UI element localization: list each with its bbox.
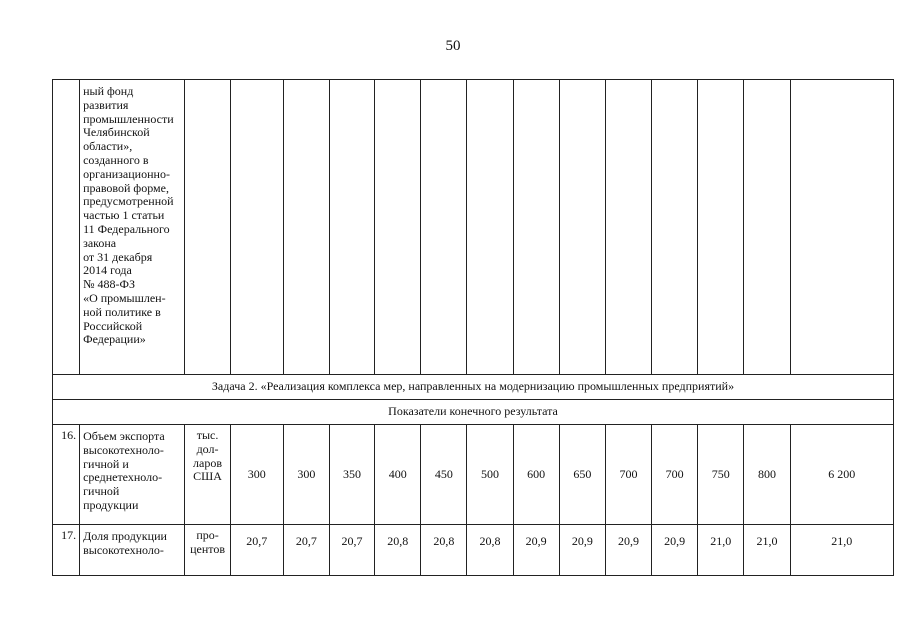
indicators-table <box>52 79 894 576</box>
value-cell: 450 <box>421 425 467 525</box>
value-cell: 800 <box>744 425 790 525</box>
indicator-name-line: Федерации» <box>83 332 146 347</box>
indicator-name-line: ной политике в <box>83 304 161 319</box>
value-cell <box>790 80 893 375</box>
continued-row <box>53 80 894 375</box>
unit-line: дол- <box>196 441 219 456</box>
total-value-cell: 21,0 <box>790 525 893 576</box>
value-cell <box>329 80 374 375</box>
table-row <box>53 525 894 576</box>
value-cell: 350 <box>329 425 374 525</box>
indicator-name-line: № 488-ФЗ <box>83 277 136 292</box>
value-cell: 20,9 <box>605 525 651 576</box>
indicator-name-line: среднетехноло- <box>83 470 163 485</box>
unit-line: про- <box>196 528 219 542</box>
value-cell: 20,8 <box>375 525 421 576</box>
value-cell: 700 <box>605 425 651 525</box>
value-cell <box>513 80 559 375</box>
unit-cell <box>185 425 230 525</box>
row-number-cell: 16. <box>53 425 80 525</box>
unit-line: ларов <box>193 455 223 470</box>
indicator-name-line: развития <box>83 97 129 112</box>
indicator-name-line: Доля продукции <box>83 529 167 543</box>
indicator-name-line: Челябинской <box>83 125 150 140</box>
results-heading: Показатели конечного результата <box>53 400 894 425</box>
value-cell <box>230 80 283 375</box>
value-cell <box>744 80 790 375</box>
task-row <box>53 375 894 400</box>
indicator-name-line: правовой форме, <box>83 180 169 195</box>
value-cell: 21,0 <box>698 525 744 576</box>
value-cell: 400 <box>375 425 421 525</box>
value-cell: 20,8 <box>467 525 513 576</box>
indicator-name-line: гичной <box>83 484 120 499</box>
total-value-cell: 6 200 <box>790 425 893 525</box>
value-cell: 300 <box>230 425 283 525</box>
indicator-name-line: продукции <box>83 497 139 512</box>
indicator-name-line: высокотехноло- <box>83 442 164 457</box>
value-cell: 21,0 <box>744 525 790 576</box>
indicator-name-line: частью 1 статьи <box>83 208 165 223</box>
unit-line: тыс. <box>196 428 219 442</box>
indicator-name-line: ный фонд <box>83 84 134 98</box>
value-cell <box>559 80 605 375</box>
value-cell: 300 <box>283 425 329 525</box>
indicator-name-line: закона <box>83 235 117 250</box>
value-cell: 650 <box>559 425 605 525</box>
value-cell: 20,9 <box>559 525 605 576</box>
value-cell <box>605 80 651 375</box>
indicator-name-line: промышленности <box>83 111 174 126</box>
indicator-name-line: высокотехноло- <box>83 542 164 557</box>
row-number-cell: 17. <box>53 525 80 576</box>
indicator-name-cell <box>80 425 185 525</box>
unit-line: центов <box>190 541 225 556</box>
indicator-name-line: от 31 декабря <box>83 249 153 264</box>
value-cell <box>467 80 513 375</box>
value-cell: 500 <box>467 425 513 525</box>
indicator-name-line: «О промышлен- <box>83 290 166 305</box>
value-cell: 20,8 <box>421 525 467 576</box>
value-cell: 750 <box>698 425 744 525</box>
table-row <box>53 425 894 525</box>
value-cell: 700 <box>652 425 698 525</box>
unit-line: США <box>193 469 222 484</box>
indicator-name-cell <box>80 80 185 375</box>
value-cell <box>698 80 744 375</box>
indicator-name-line: 2014 года <box>83 263 132 278</box>
value-cell <box>283 80 329 375</box>
indicator-name-line: области», <box>83 139 133 154</box>
value-cell: 20,9 <box>652 525 698 576</box>
indicator-name-cell <box>80 525 185 576</box>
indicator-name-line: Российской <box>83 318 143 333</box>
value-cell <box>375 80 421 375</box>
value-cell: 20,9 <box>513 525 559 576</box>
indicator-name-line: организационно- <box>83 166 170 181</box>
value-cell: 20,7 <box>329 525 374 576</box>
value-cell: 600 <box>513 425 559 525</box>
value-cell: 20,7 <box>230 525 283 576</box>
task-heading: Задача 2. «Реализация комплекса мер, направленных на модернизацию промышленных предприятий» <box>53 375 894 400</box>
indicator-name-line: Объем экспорта <box>83 429 165 443</box>
value-cell <box>185 80 230 375</box>
results-row <box>53 400 894 425</box>
value-cell <box>421 80 467 375</box>
indicator-name-line: предусмотренной <box>83 194 174 209</box>
unit-cell <box>185 525 230 576</box>
row-number-cell <box>53 80 80 375</box>
indicator-name-line: созданного в <box>83 152 149 167</box>
indicator-name-line: гичной и <box>83 456 129 471</box>
value-cell <box>652 80 698 375</box>
value-cell: 20,7 <box>283 525 329 576</box>
indicator-name-line: 11 Федерального <box>83 221 170 236</box>
page-number: 50 <box>445 38 461 54</box>
